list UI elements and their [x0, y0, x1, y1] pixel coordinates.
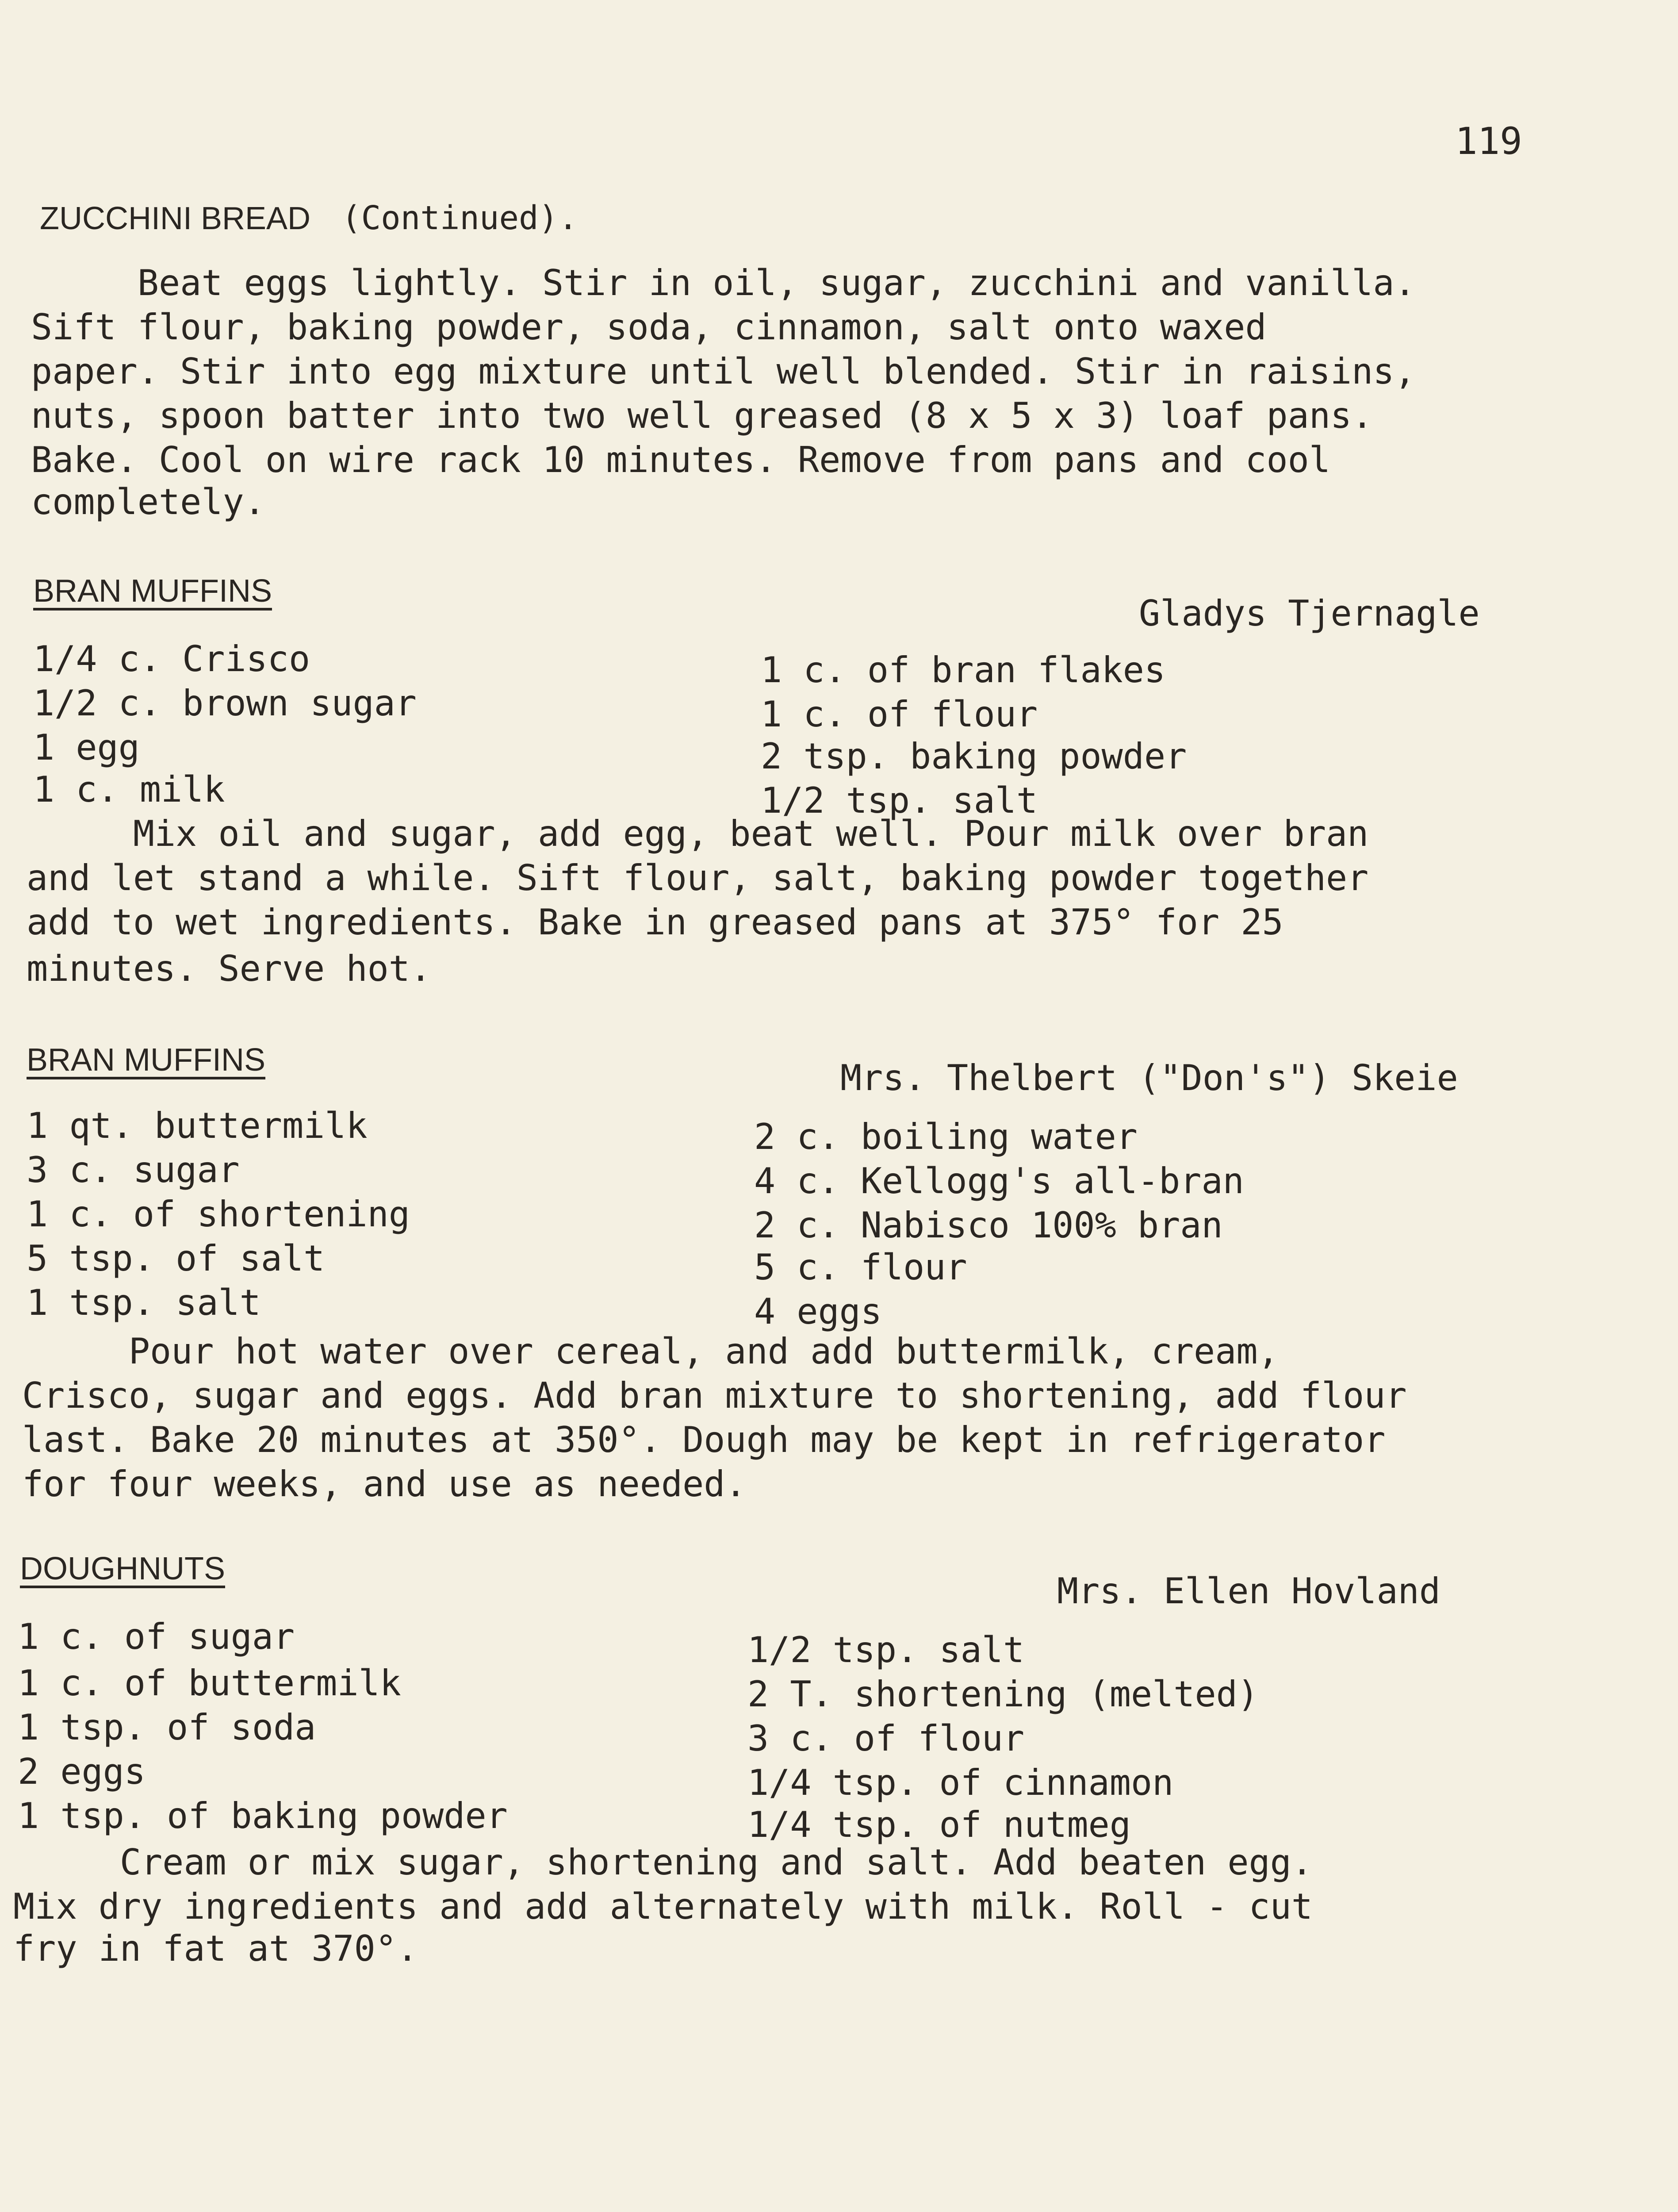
bran1-ingredient-right: 1 c. of flour: [761, 694, 1038, 735]
bran1-ingredient-left: 1/4 c. Crisco: [33, 638, 310, 680]
bran2-ingredient-right: 2 c. boiling water: [754, 1116, 1138, 1157]
zucchini-line: completely.: [31, 481, 265, 522]
bran1-ingredient-left: 1/2 c. brown sugar: [33, 683, 417, 724]
bran2-ingredient-right: 4 c. Kellogg's all-bran: [754, 1160, 1244, 1202]
doughnuts-ingredient-left: 1 tsp. of soda: [18, 1707, 316, 1748]
doughnuts-ingredient-right: 2 T. shortening (melted): [747, 1674, 1259, 1715]
doughnuts-ingredient-right: 1/4 tsp. of cinnamon: [747, 1762, 1174, 1803]
zucchini-line: nuts, spoon batter into two well greased (8 x 5 x 3) loaf pans.: [31, 395, 1373, 436]
bran2-ingredient-right: 5 c. flour: [754, 1247, 967, 1288]
bran2-ingredient-right: 4 eggs: [754, 1291, 882, 1332]
bran1-line: Mix oil and sugar, add egg, beat well. Pour milk over bran: [27, 813, 1369, 854]
bran2-line: Crisco, sugar and eggs. Add bran mixture to shortening, add flour: [22, 1375, 1407, 1416]
bran1-line: and let stand a while. Sift flour, salt, baking powder together: [27, 857, 1369, 899]
bran1-line: add to wet ingredients. Bake in greased pans at 375° for 25: [27, 902, 1283, 943]
bran2-ingredient-right: 2 c. Nabisco 100% bran: [754, 1205, 1223, 1246]
bran2-ingredient-left: 1 c. of shortening: [27, 1194, 410, 1235]
doughnuts-heading: DOUGHNUTS: [20, 1551, 225, 1586]
doughnuts-ingredient-left: 2 eggs: [18, 1751, 146, 1792]
doughnuts-ingredient-left: 1 c. of sugar: [18, 1616, 295, 1657]
doughnuts-line: Cream or mix sugar, shortening and salt. Add beaten egg.: [13, 1842, 1313, 1883]
doughnuts-ingredient-left: 1 c. of buttermilk: [18, 1663, 401, 1704]
bran2-heading: BRAN MUFFINS: [27, 1042, 265, 1078]
bran2-line: last. Bake 20 minutes at 350°. Dough may be kept in refrigerator: [22, 1419, 1386, 1460]
bran2-line: Pour hot water over cereal, and add buttermilk, cream,: [22, 1331, 1279, 1372]
page-number: 119: [1455, 119, 1522, 163]
doughnuts-ingredient-left: 1 tsp. of baking powder: [18, 1795, 508, 1836]
doughnuts-ingredient-right: 1/2 tsp. salt: [747, 1629, 1025, 1671]
zucchini-line: Bake. Cool on wire rack 10 minutes. Remove from pans and cool: [31, 439, 1331, 480]
bran2-line: for four weeks, and use as needed.: [22, 1463, 747, 1505]
bran2-ingredient-left: 5 tsp. of salt: [27, 1238, 325, 1279]
bran2-ingredient-left: 1 qt. buttermilk: [27, 1105, 368, 1146]
doughnuts-author: Mrs. Ellen Hovland: [1057, 1571, 1440, 1612]
doughnuts-ingredient-right: 1/4 tsp. of nutmeg: [747, 1804, 1131, 1845]
bran1-line: minutes. Serve hot.: [27, 948, 432, 989]
bran2-ingredient-left: 1 tsp. salt: [27, 1282, 261, 1323]
doughnuts-ingredient-right: 3 c. of flour: [747, 1718, 1025, 1759]
bran2-ingredient-left: 3 c. sugar: [27, 1149, 240, 1190]
zucchini-title: ZUCCHINI BREAD: [40, 201, 311, 236]
bran1-ingredient-left: 1 c. milk: [33, 769, 225, 810]
zucchini-heading: [40, 199, 578, 237]
zucchini-line: Sift flour, baking powder, soda, cinnamon, salt onto waxed: [31, 307, 1267, 348]
doughnuts-line: Mix dry ingredients and add alternately with milk. Roll - cut: [13, 1886, 1313, 1927]
bran1-ingredient-right: 2 tsp. baking powder: [761, 736, 1187, 777]
zucchini-line: paper. Stir into egg mixture until well blended. Stir in raisins,: [31, 351, 1416, 392]
doughnuts-line: fry in fat at 370°.: [13, 1928, 418, 1969]
bran1-ingredient-right: 1 c. of bran flakes: [761, 649, 1166, 691]
bran2-author: Mrs. Thelbert ("Don's") Skeie: [840, 1057, 1458, 1098]
bran1-ingredient-right: 1/2 tsp. salt: [761, 780, 1038, 821]
zucchini-line: Beat eggs lightly. Stir in oil, sugar, zucchini and vanilla.: [31, 262, 1416, 303]
bran1-heading: BRAN MUFFINS: [33, 573, 272, 609]
zucchini-continued: (Continued).: [341, 199, 578, 237]
bran1-ingredient-left: 1 egg: [33, 727, 140, 768]
bran1-author: Gladys Tjernagle: [1139, 593, 1480, 634]
